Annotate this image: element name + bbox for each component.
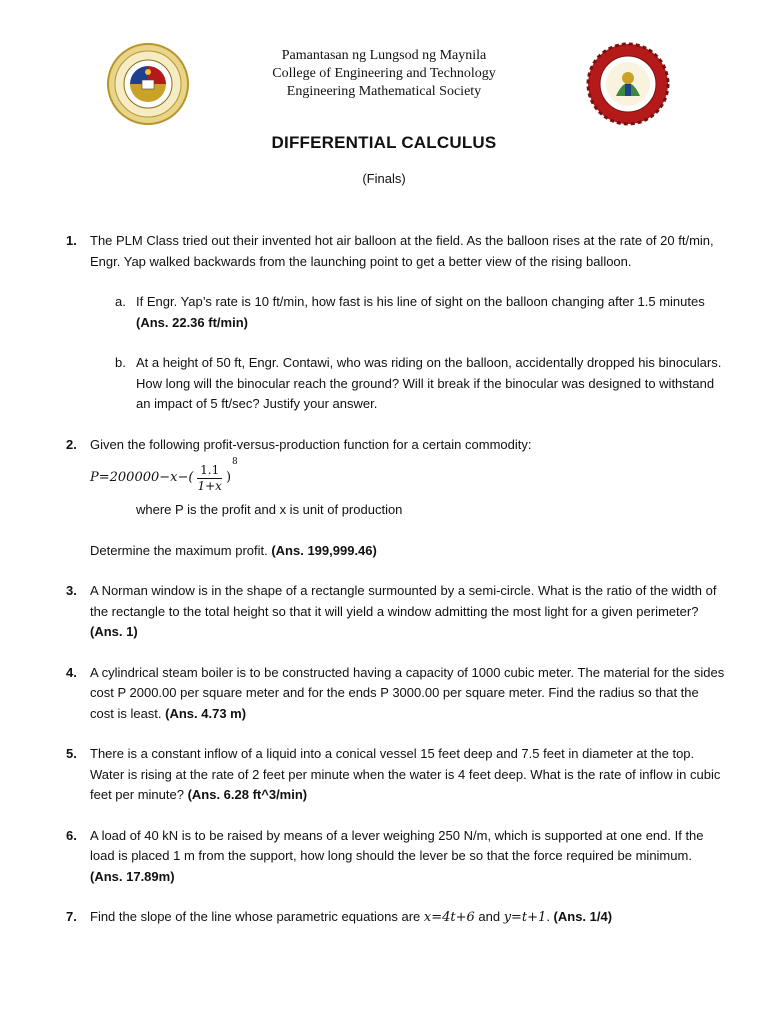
formula-exponent: 8: [232, 456, 238, 467]
formula-rparen: ): [225, 469, 232, 485]
sub-text: At a height of 50 ft, Engr. Contawi, who was riding on the balloon, accidentally dropped his binoculars. How long will the binocular reach the ground? Will it break if the binocular was designed to withstand an impact of 5 ft/sec? Justify your answer.: [136, 355, 722, 411]
question-number: 5.: [66, 746, 77, 761]
answer: (Ans. 22.36 ft/min): [136, 314, 248, 330]
question-text: A Norman window is in the shape of a rectangle surmounted by a semi-circle. What is the ratio of the width of the rectangle to the total height so that it will yield a window admitting the most light for a given perimeter?: [90, 583, 717, 619]
sub-letter: b.: [115, 355, 126, 370]
question-text: Find the slope of the line whose parametric equations are: [90, 909, 424, 924]
questions-list: [66, 231, 726, 949]
parametric-eq-y: y=t+1: [503, 910, 547, 925]
answer: (Ans. 1): [90, 624, 138, 639]
period-text: .: [546, 909, 554, 924]
sub-text: If Engr. Yap’s rate is 10 ft/min, how fast is his line of sight on the balloon changing after 1.5 minutes: [136, 294, 705, 309]
question-1a: [90, 292, 726, 333]
answer: (Ans. 1/4): [553, 909, 613, 924]
university-name: Pamantasan ng Lungsod ng Maynila: [281, 48, 487, 63]
question-3: [66, 581, 726, 643]
answer: (Ans. 199,999.46): [271, 542, 377, 558]
and-text: and: [474, 909, 504, 924]
question-number: 3.: [66, 583, 77, 598]
question-number: 1.: [66, 233, 77, 248]
question-7: [66, 907, 726, 929]
institution-header: [0, 47, 768, 101]
society-name: Engineering Mathematical Society: [286, 84, 482, 99]
question-4: [66, 663, 726, 725]
question-5: [66, 744, 726, 806]
question-number: 7.: [66, 909, 77, 924]
question-text: A load of 40 kN is to be raised by means of a lever weighing 250 N/m, which is supported at one end. If the load is placed 1 m from the support, how long should the lever be so that the force required be minimum.: [90, 827, 704, 863]
formula-fraction: [194, 463, 224, 494]
determine-text: Determine the maximum profit.: [90, 542, 272, 558]
formula-lhs: P=200000−x−(: [90, 469, 194, 485]
question-number: 6.: [66, 827, 77, 843]
question-text: There is a constant inflow of a liquid into a conical vessel 15 feet deep and 7.5 feet in diameter at the top. Water is rising at the rate of 2 feet per minute when the water is 4 feet deep. What is the rate of inflow in cubic feet per minute?: [90, 746, 721, 802]
formula-where: where P is the profit and x is unit of production: [136, 502, 403, 517]
question-6: [66, 826, 726, 888]
determine-line: [90, 541, 726, 562]
question-2: [66, 435, 726, 562]
sub-letter: a.: [115, 294, 126, 309]
question-1b: [90, 353, 726, 415]
fraction-numerator: 1.1: [197, 463, 222, 479]
fraction-denominator: 1+x: [197, 478, 222, 493]
question-number: 4.: [66, 664, 77, 680]
parametric-eq-x: x=4t+6: [423, 910, 475, 925]
answer: (Ans. 17.89m): [90, 868, 175, 884]
college-name: College of Engineering and Technology: [272, 66, 496, 81]
question-number: 2.: [66, 436, 77, 452]
question-text: Given the following profit-versus-production function for a certain commodity:: [90, 436, 532, 452]
question-text: A cylindrical steam boiler is to be constructed having a capacity of 1000 cubic meter. The material for the sides cost P 2000.00 per square meter and for the ends P 3000.00 per square meter. Find the radius so that the cost is least.: [90, 664, 725, 721]
question-text: The PLM Class tried out their invented hot air balloon at the field. As the balloon rises at the rate of 20 ft/min, Engr. Yap walked backwards from the launching point to get a better view of the rising balloon.: [90, 233, 714, 269]
question-1: [66, 231, 726, 415]
answer: (Ans. 4.73 m): [165, 705, 247, 721]
answer: (Ans. 6.28 ft^3/min): [187, 787, 308, 802]
profit-formula: [90, 456, 726, 500]
document-subtitle: (Finals): [362, 171, 406, 186]
document-title: DIFFERENTIAL CALCULUS: [271, 133, 497, 152]
